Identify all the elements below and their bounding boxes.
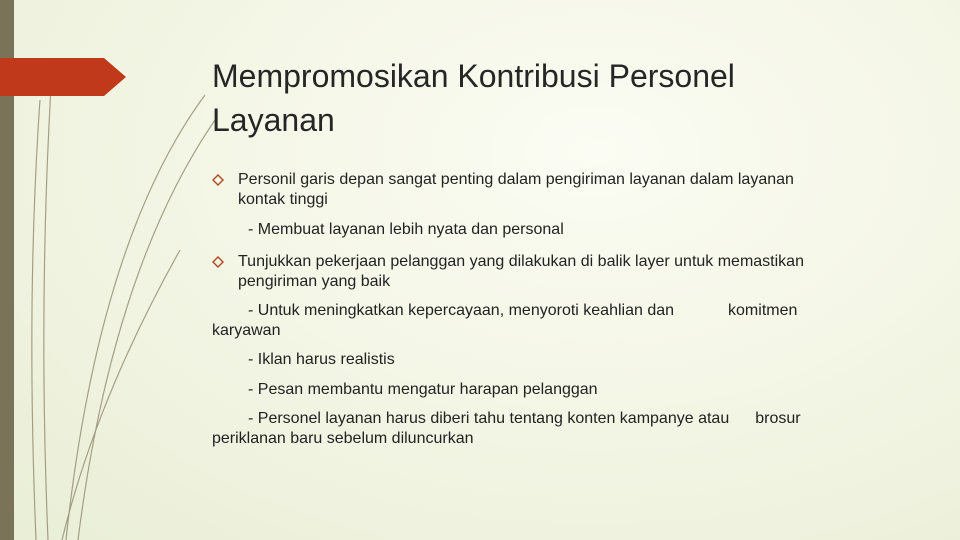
sub-item: - Untuk meningkatkan kepercayaan, menyoroti keahlian dan komitmen karyawan xyxy=(212,302,798,339)
slide-content xyxy=(212,170,902,449)
bullet-item: Tunjukkan pekerjaan pelanggan yang dilakukan di balik layer untuk memastikan pengiriman yang baik xyxy=(212,252,902,292)
title-line-1: Mempromosikan Kontribusi Personel xyxy=(212,58,735,94)
sub-item: - Iklan harus realistis xyxy=(248,351,395,368)
accent-arrow-shape xyxy=(0,58,126,96)
sub-item: - Personel layanan harus diberi tahu tentang konten kampanye atau brosur periklanan baru sebelum diluncurkan xyxy=(212,410,801,447)
sub-item: - Pesan membantu mengatur harapan pelanggan xyxy=(248,381,598,398)
sub-item: - Membuat layanan lebih nyata dan personal xyxy=(248,221,564,238)
diamond-outline-icon xyxy=(212,174,224,186)
diamond-outline-icon xyxy=(212,256,224,268)
slide-title xyxy=(212,54,892,142)
bullet-item: Personil garis depan sangat penting dalam pengiriman layanan dalam layanan kontak tinggi xyxy=(212,170,902,210)
title-line-2: Layanan xyxy=(212,102,335,138)
